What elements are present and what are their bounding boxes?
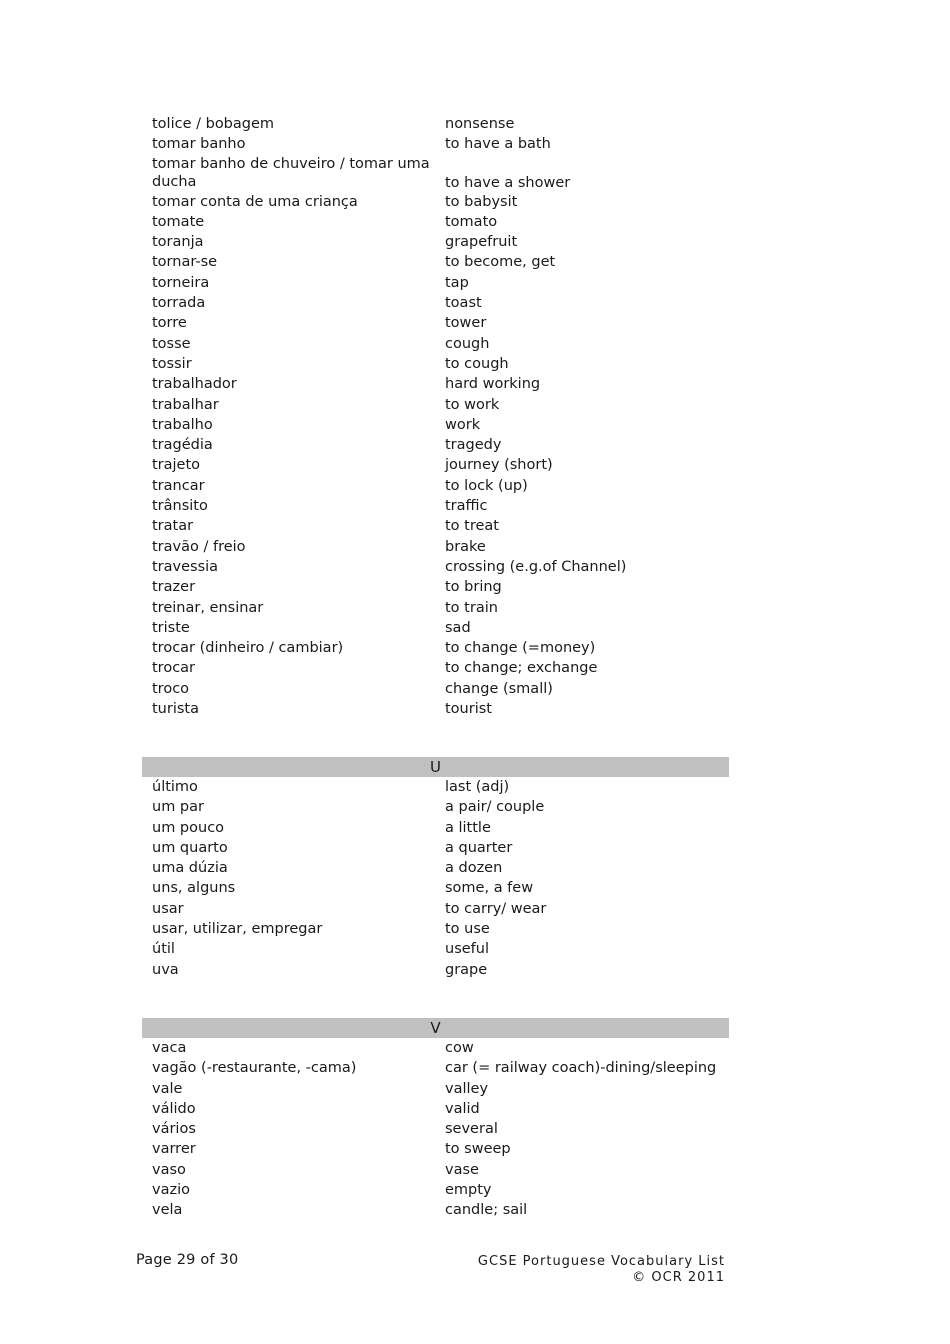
vocab-row <box>142 658 729 678</box>
portuguese-term: vazio <box>152 1182 190 1199</box>
vocab-row <box>142 313 729 333</box>
english-translation: a little <box>445 819 491 836</box>
english-translation: tourist <box>445 701 492 718</box>
portuguese-term: torre <box>152 315 187 332</box>
letter-header: V <box>142 1018 729 1038</box>
english-translation: to sweep <box>445 1141 511 1158</box>
portuguese-term: troco <box>152 680 190 697</box>
portuguese-term: tratar <box>152 518 194 535</box>
vocab-row <box>142 797 729 817</box>
portuguese-term: trazer <box>152 579 196 596</box>
portuguese-term: tosse <box>152 335 191 352</box>
vocab-row <box>142 1180 729 1200</box>
vocab-row <box>142 455 729 475</box>
english-translation: to lock (up) <box>445 477 528 494</box>
vocab-row <box>142 273 729 293</box>
english-translation: crossing (e.g.of Channel) <box>445 558 627 575</box>
english-translation: traffic <box>445 498 488 515</box>
english-translation: hard working <box>445 376 541 393</box>
portuguese-term: trânsito <box>152 498 208 515</box>
portuguese-term: varrer <box>152 1141 196 1158</box>
letter-header: U <box>142 757 729 777</box>
vocab-section-u <box>142 757 729 980</box>
english-translation: grape <box>445 961 488 978</box>
portuguese-term: tolice / bobagem <box>152 116 275 132</box>
page-number: Page 29 of 30 <box>136 1252 239 1268</box>
portuguese-term: travessia <box>152 558 219 575</box>
vocab-row <box>142 516 729 536</box>
portuguese-term: turista <box>152 701 199 718</box>
vocab-row <box>142 1058 729 1078</box>
english-translation: toast <box>445 295 482 312</box>
portuguese-term: triste <box>152 619 190 636</box>
portuguese-term: toranja <box>152 234 204 251</box>
vocab-row <box>142 919 729 939</box>
english-translation: tragedy <box>445 437 502 454</box>
english-translation: tower <box>445 315 487 332</box>
vocab-row <box>142 252 729 272</box>
english-translation: tap <box>445 274 469 291</box>
portuguese-term: torneira <box>152 274 210 291</box>
portuguese-term: trajeto <box>152 457 201 474</box>
vocab-row <box>142 155 729 192</box>
english-translation: to treat <box>445 518 499 535</box>
vocab-section-v <box>142 1018 729 1221</box>
vocab-row <box>142 1200 729 1220</box>
english-translation: valid <box>445 1100 480 1117</box>
english-translation: journey (short) <box>445 457 553 474</box>
english-translation: to change; exchange <box>445 660 598 677</box>
vocab-row <box>142 699 729 719</box>
portuguese-term: tomate <box>152 213 205 230</box>
english-translation: tomato <box>445 213 498 230</box>
english-translation: useful <box>445 941 489 958</box>
english-translation: a quarter <box>445 839 513 856</box>
vocab-row <box>142 1139 729 1159</box>
vocab-row <box>142 192 729 212</box>
portuguese-term: travão / freio <box>152 538 246 555</box>
portuguese-term: usar <box>152 900 184 917</box>
portuguese-term: trabalhador <box>152 376 237 393</box>
english-translation: some, a few <box>445 880 534 897</box>
english-translation: to bring <box>445 579 502 596</box>
english-translation: to become, get <box>445 254 556 271</box>
portuguese-term: treinar, ensinar <box>152 599 264 616</box>
vocab-row <box>142 899 729 919</box>
portuguese-term: torrada <box>152 295 206 312</box>
vocab-row <box>142 777 729 797</box>
english-translation: to babysit <box>445 193 518 210</box>
english-translation: several <box>445 1121 498 1138</box>
english-translation: grapefruit <box>445 234 518 251</box>
vocab-row <box>142 638 729 658</box>
vocab-row <box>142 1099 729 1119</box>
portuguese-term: tossir <box>152 355 192 372</box>
vocab-row <box>142 939 729 959</box>
portuguese-term: tomar banho de chuveiro / tomar uma ducha <box>152 155 430 191</box>
vocab-row <box>142 577 729 597</box>
vocab-row <box>142 858 729 878</box>
english-translation: last (adj) <box>445 779 510 795</box>
portuguese-term: uma dúzia <box>152 860 228 877</box>
english-translation: to cough <box>445 355 509 372</box>
portuguese-term: trocar <box>152 660 196 677</box>
portuguese-term: tragédia <box>152 437 213 454</box>
english-translation: to change (=money) <box>445 640 596 657</box>
vocab-row <box>142 114 729 134</box>
vocab-row <box>142 395 729 415</box>
portuguese-term: último <box>152 779 198 795</box>
vocab-row <box>142 598 729 618</box>
english-translation: to train <box>445 599 498 616</box>
vocab-row <box>142 679 729 699</box>
english-translation: to work <box>445 396 500 413</box>
portuguese-term: trabalho <box>152 416 213 433</box>
vocab-row <box>142 134 729 154</box>
portuguese-term: uns, alguns <box>152 880 236 897</box>
document-title: GCSE Portuguese Vocabulary List <box>477 1254 725 1269</box>
portuguese-term: um par <box>152 799 204 816</box>
english-translation: to have a bath <box>445 136 551 153</box>
english-translation: empty <box>445 1182 492 1199</box>
portuguese-term: trancar <box>152 477 205 494</box>
vocab-row <box>142 818 729 838</box>
english-translation: change (small) <box>445 680 553 697</box>
portuguese-term: vaca <box>152 1040 187 1056</box>
vocab-row <box>142 293 729 313</box>
vocab-row <box>142 212 729 232</box>
english-translation: to have a shower <box>445 174 571 191</box>
vocab-row <box>142 334 729 354</box>
portuguese-term: útil <box>152 941 175 958</box>
portuguese-term: uva <box>152 961 179 978</box>
portuguese-term: tomar conta de uma criança <box>152 193 358 210</box>
english-translation: candle; sail <box>445 1202 528 1219</box>
english-translation: to carry/ wear <box>445 900 547 917</box>
vocab-row <box>142 537 729 557</box>
portuguese-term: um quarto <box>152 839 228 856</box>
portuguese-term: usar, utilizar, empregar <box>152 921 323 938</box>
vocab-row <box>142 1119 729 1139</box>
vocab-row <box>142 476 729 496</box>
portuguese-term: tornar-se <box>152 254 218 271</box>
english-translation: nonsense <box>445 116 515 132</box>
portuguese-term: vela <box>152 1202 183 1219</box>
vocab-row <box>142 374 729 394</box>
vocab-section-t <box>142 114 729 719</box>
english-translation: car (= railway coach)-dining/sleeping <box>445 1060 717 1077</box>
english-translation: a pair/ couple <box>445 799 545 816</box>
portuguese-term: vários <box>152 1121 196 1138</box>
vocab-row <box>142 1079 729 1099</box>
vocab-row <box>142 354 729 374</box>
english-translation: work <box>445 416 481 433</box>
portuguese-term: tomar banho <box>152 136 246 153</box>
english-translation: a dozen <box>445 860 503 877</box>
vocab-row <box>142 415 729 435</box>
copyright: © OCR 2011 <box>632 1270 725 1285</box>
vocab-row <box>142 878 729 898</box>
vocab-row <box>142 557 729 577</box>
english-translation: sad <box>445 619 471 636</box>
vocab-row <box>142 838 729 858</box>
vocab-row <box>142 435 729 455</box>
english-translation: brake <box>445 538 486 555</box>
portuguese-term: vale <box>152 1080 183 1097</box>
english-translation: cough <box>445 335 490 352</box>
english-translation: to use <box>445 921 490 938</box>
portuguese-term: trabalhar <box>152 396 219 413</box>
english-translation: valley <box>445 1080 489 1097</box>
portuguese-term: vagão (-restaurante, -cama) <box>152 1060 357 1077</box>
portuguese-term: vaso <box>152 1161 186 1178</box>
footer-info <box>478 1254 725 1286</box>
vocab-row <box>142 960 729 980</box>
english-translation: cow <box>445 1040 474 1056</box>
vocab-row <box>142 1038 729 1058</box>
portuguese-term: válido <box>152 1100 196 1117</box>
vocab-row <box>142 496 729 516</box>
vocab-row <box>142 232 729 252</box>
portuguese-term: um pouco <box>152 819 225 836</box>
english-translation: vase <box>445 1161 479 1178</box>
portuguese-term: trocar (dinheiro / cambiar) <box>152 640 344 657</box>
vocab-row <box>142 618 729 638</box>
vocab-row <box>142 1160 729 1180</box>
